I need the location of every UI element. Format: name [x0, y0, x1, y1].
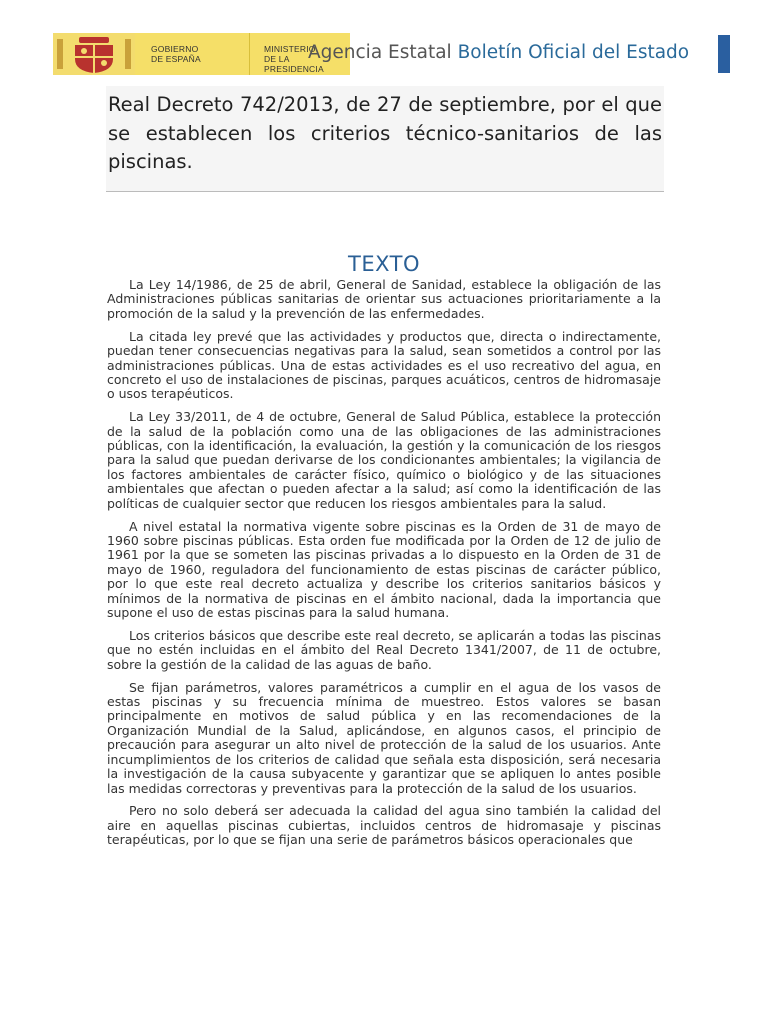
paragraph: A nivel estatal la normativa vigente sobre piscinas es la Orden de 31 de mayo de 1960 sobre piscinas públicas. Esta orden fue modificada por la Orden de 12 de julio de 1961 por la que se someten las piscinas privadas a lo dispuesto en la Orden de 31 de mayo de 1960, reguladora del funcionamiento de estas piscinas de carácter público, por lo que este real decreto actualiza y describe los criterios sanitarios básicos y mínimos de la normativa de piscinas en el ámbito nacional, dada la importancia que supone el uso de estas piscinas para la salud humana. — [107, 518, 661, 621]
page-header — [53, 33, 745, 75]
paragraph: La citada ley prevé que las actividades y productos que, directa o indirectamente, puedan tener consecuencias negativas para la salud, sean sometidos a control por las administraciones públicas. Una de estas actividades es el uso recreativo del agua, en concreto el uso de instalaciones de piscinas, parques acuáticos, centros de hidromasaje o usos terapéuticos. — [107, 328, 661, 402]
paragraph: Pero no solo deberá ser adecuada la calidad del agua sino también la calidad del aire en aquellas piscinas cubiertas, incluidos centros de hidromasaje y piscinas terapéuticas, por lo que se fijan una serie de parámetros básicos operacionales que — [107, 803, 661, 848]
coat-of-arms-logo — [53, 33, 135, 75]
agency-name: Boletín Oficial del Estado — [457, 42, 690, 63]
side-accent-bar — [718, 35, 730, 73]
gobierno-line2: DE ESPAÑA — [151, 54, 201, 64]
document-title-box — [106, 86, 664, 192]
document-title: Real Decreto 742/2013, de 27 de septiembre, por el que se establecen los criterios técnico-sanitarios de las piscinas. — [108, 93, 662, 173]
document-body — [107, 278, 661, 856]
paragraph: Se fijan parámetros, valores paramétricos a cumplir en el agua de los vasos de estas piscinas y su frecuencia mínima de muestreo. Estos valores se basan principalmente en motivos de salud pública y en las recomendaciones de la Organización Mundial de la Salud, aplicándose, en algunos casos, el principio de precaución para asegurar un alto nivel de protección de la salud de los usuarios. Ante incumplimientos de los criterios de calidad que señala esta disposición, será necesaria la investigación de la causa subyacente y garantizar que se apliquen lo antes posible las medidas correctoras y preventivas para la protección de la salud de los usuarios. — [107, 679, 661, 796]
gobierno-logo — [135, 33, 250, 75]
paragraph: Los criterios básicos que describe este real decreto, se aplicarán a todas las piscinas que no estén incluidas en el ámbito del Real Decreto 1341/2007, de 11 de octubre, sobre la gestión de la calidad de las aguas de baño. — [107, 627, 661, 672]
ministerio-line2: DE LA PRESIDENCIA — [264, 54, 324, 74]
paragraph: La Ley 14/1986, de 25 de abril, General de Sanidad, establece la obligación de las Administraciones públicas sanitarias de orientar sus actuaciones prioritariamente a la promoción de la salud y la prevención de las enfermedades. — [107, 277, 661, 321]
paragraph: La Ley 33/2011, de 4 de octubre, General de Salud Pública, establece la protección de la salud de la población como una de las obligaciones de las administraciones públicas, con la identificación, la evaluación, la gestión y la comunicación de los riesgos para la salud que puedan derivarse de los condicionantes ambientales; la vigilancia de los factores ambientales de carácter físico, químico o biológico y de las situaciones ambientales que afectan o pueden afectar a la salud; así como la identificación de las políticas de cualquier sector que reducen los riesgos ambientales para la salud. — [107, 409, 661, 511]
agency-title — [308, 42, 689, 63]
ministerio-line1: MINISTERIO — [264, 44, 316, 54]
section-heading: TEXTO — [348, 252, 420, 276]
gobierno-line1: GOBIERNO — [151, 44, 199, 54]
agency-prefix: Agencia Estatal — [308, 42, 458, 63]
